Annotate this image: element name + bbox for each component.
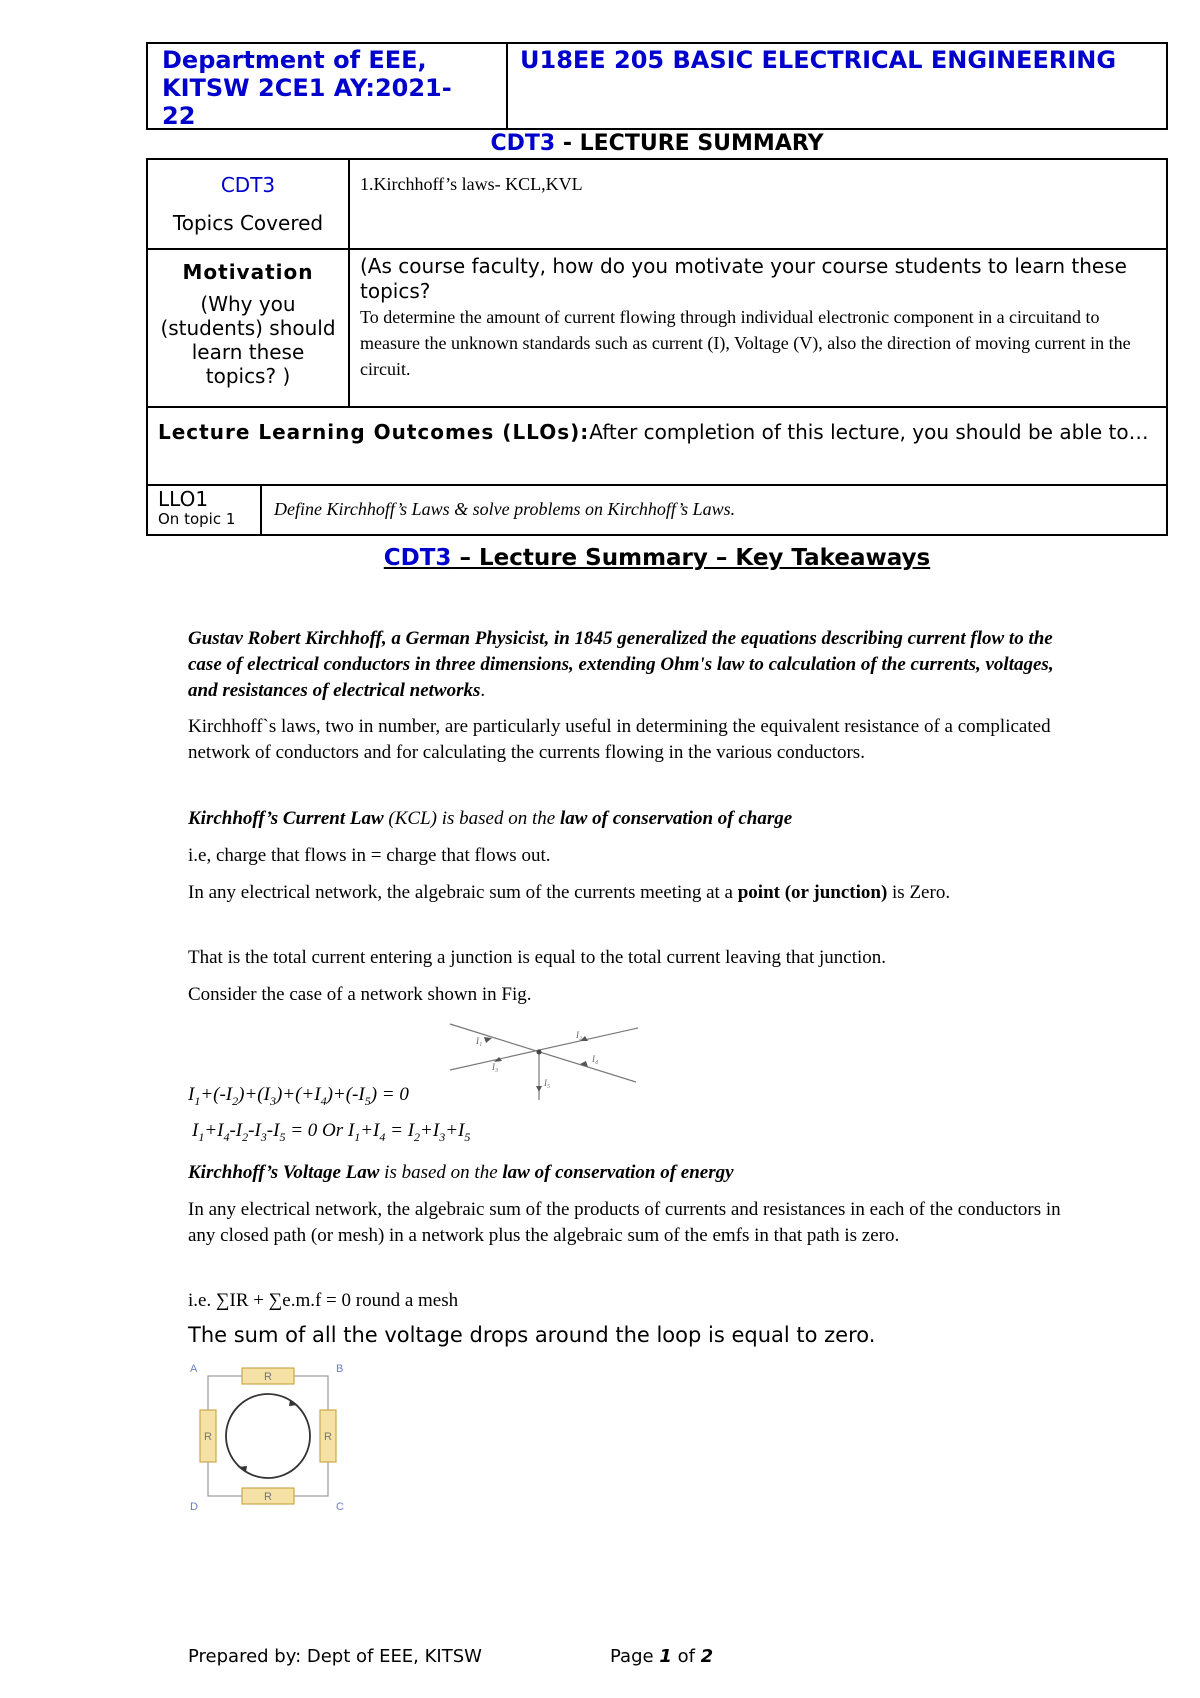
topics-label: Topics Covered — [172, 211, 324, 235]
llo1-label-cell — [148, 486, 262, 534]
kvl-heading — [188, 1160, 1068, 1186]
kcl-wire-2 — [450, 1028, 638, 1070]
motivation-sub-4: topics? ) — [205, 364, 291, 388]
section-label: – Lecture Summary – Key Takeaways — [451, 545, 931, 571]
llo1-topic: On topic 1 — [158, 510, 236, 528]
motivation-content — [350, 250, 1166, 406]
kcl-title: Kirchhoff’s Current Law — [188, 808, 384, 829]
llo1-id: LLO1 — [158, 487, 209, 511]
resistor-right-label: R — [324, 1431, 332, 1443]
kvl-based-on: is based on the — [379, 1162, 503, 1183]
kcl-equation-2: $I_1+I_4-I_2-I_3-I_5 = 0$ Or $I_1+I_4 = I_2+I_3+I_5$ — [192, 1120, 471, 1144]
kcl-based-on: (KCL) is based on the — [383, 808, 560, 829]
kvl-equation: i.e. ∑IR + ∑e.m.f = 0 round a mesh — [188, 1290, 459, 1311]
kvl-definition: In any electrical network, the algebraic sum of the products of currents and resistances in each of the conductors in any closed path (or mesh) in a network plus the algebraic sum of the emfs in that path is zero. — [188, 1199, 1061, 1246]
kcl-definition-c: is Zero. — [887, 882, 951, 903]
motivation-heading: Motivation — [182, 260, 314, 284]
kcl-definition-junction: point (or junction) — [737, 882, 888, 903]
footer-page-total: 2 — [700, 1646, 714, 1667]
motivation-sub-3: learn these — [191, 340, 305, 364]
kcl-label-i5: I₅ — [544, 1078, 551, 1088]
charge-statement: i.e, charge that flows in = charge that flows out. — [188, 845, 551, 866]
footer-prepared-by: Prepared by: Dept of EEE, KITSW — [188, 1646, 482, 1667]
department-cell — [148, 44, 508, 128]
kvl-summary: The sum of all the voltage drops around the loop is equal to zero. — [188, 1323, 876, 1347]
intro-text: Gustav Robert Kirchhoff, a German Physicist, in 1845 generalized the equations describing current flow to the case of electrical conductors in three dimensions, extending Ohm's law to calculation of the currents, voltages, and resistances of electrical networks — [188, 628, 1054, 701]
corner-label-b: B — [336, 1363, 344, 1375]
motivation-row — [148, 250, 1166, 408]
corner-label-d: D — [190, 1501, 198, 1512]
topics-label-cell — [148, 160, 350, 248]
kcl-wire-1 — [450, 1024, 636, 1082]
footer-page-word: Page — [610, 1646, 660, 1667]
key-takeaways-title — [146, 545, 1168, 571]
kcl-label-i2: I₂ — [576, 1030, 583, 1040]
llo1-text: Define Kirchhoff’s Laws & solve problems on Kirchhoff’s Laws. — [274, 499, 736, 519]
corner-label-c: C — [336, 1501, 344, 1512]
llo-heading-row — [148, 408, 1166, 486]
header-table — [146, 42, 1168, 130]
department-line-1: Department of EEE, — [162, 46, 427, 74]
footer-of-word: of — [671, 1646, 701, 1667]
motivation-answer: To determine the amount of current flowing through individual electronic component in a circuitand to measure the unknown standards such as current (I), Voltage (V), also the direction of moving current in the circuit. — [360, 307, 1131, 379]
kcl-label-i4: I₄ — [592, 1054, 599, 1064]
kcl-label-i3: I₃ — [492, 1062, 499, 1072]
topics-value: 1.Kirchhoff’s laws- KCL,KVL — [360, 174, 583, 194]
kcl-explanation: That is the total current entering a junction is equal to the total current leaving that junction. — [188, 947, 887, 968]
motivation-sub-1: (Why you — [200, 292, 296, 316]
topics-row — [148, 160, 1166, 250]
lecture-summary-label: - LECTURE SUMMARY — [555, 131, 824, 156]
kcl-arrow-1 — [484, 1037, 492, 1043]
kvl-loop-figure — [186, 1360, 350, 1512]
kvl-title: Kirchhoff’s Voltage Law — [188, 1162, 380, 1183]
kirchhoff-laws-paragraph: Kirchhoff`s laws, two in number, are particularly useful in determining the equivalent resistance of a complicated network of conductors and for calculating the currents flowing in the various conductors. — [188, 716, 1051, 763]
llo-heading: Lecture Learning Outcomes (LLOs): — [158, 420, 590, 444]
topics-cdt: CDT3 — [220, 173, 276, 197]
intro-paragraph — [188, 626, 1068, 704]
section-cdt: CDT3 — [383, 545, 452, 571]
consider-network: Consider the case of a network shown in Fig. — [188, 984, 532, 1005]
motivation-label-cell — [148, 250, 350, 406]
lecture-cdt: CDT3 — [490, 131, 556, 156]
equation-or: Or — [317, 1120, 348, 1141]
current-loop-circle — [226, 1394, 310, 1478]
corner-label-a: A — [190, 1363, 198, 1375]
department-line-2: KITSW 2CE1 AY:2021- — [162, 74, 452, 102]
lecture-info-table — [146, 158, 1168, 536]
motivation-sub-2: (students) should — [160, 316, 336, 340]
motivation-question: (As course faculty, how do you motivate your course students to learn these topics? — [360, 254, 1127, 303]
footer-page-current: 1 — [659, 1646, 672, 1667]
kcl-junction-node — [537, 1050, 542, 1055]
lecture-summary-title — [146, 130, 1168, 158]
llo-intro: After completion of this lecture, you should be able to… — [589, 420, 1149, 444]
kvl-law-name: law of conservation of energy — [502, 1162, 734, 1183]
course-title: U18EE 205 BASIC ELECTRICAL ENGINEERING — [520, 46, 1117, 74]
kcl-law-name: law of conservation of charge — [559, 808, 793, 829]
department-line-3: 22 — [162, 102, 196, 130]
kcl-definition — [188, 880, 1068, 906]
resistor-bottom-label: R — [264, 1491, 272, 1503]
resistor-top-label: R — [264, 1371, 272, 1383]
kcl-label-i1: I₁ — [476, 1036, 483, 1046]
intro-period: . — [480, 680, 486, 701]
loop-arrow-2 — [238, 1466, 247, 1472]
footer-page-number — [610, 1646, 713, 1667]
kcl-equation-1: $I_1+(-I_2)+(I_3)+(+I_4)+(-I_5) = 0$ — [188, 1084, 409, 1108]
llo1-row — [148, 486, 1166, 534]
loop-arrow-1 — [289, 1400, 298, 1406]
kcl-heading — [188, 806, 1068, 832]
resistor-left-label: R — [204, 1431, 212, 1443]
kcl-definition-a: In any electrical network, the algebraic sum of the currents meeting at a — [188, 882, 738, 903]
